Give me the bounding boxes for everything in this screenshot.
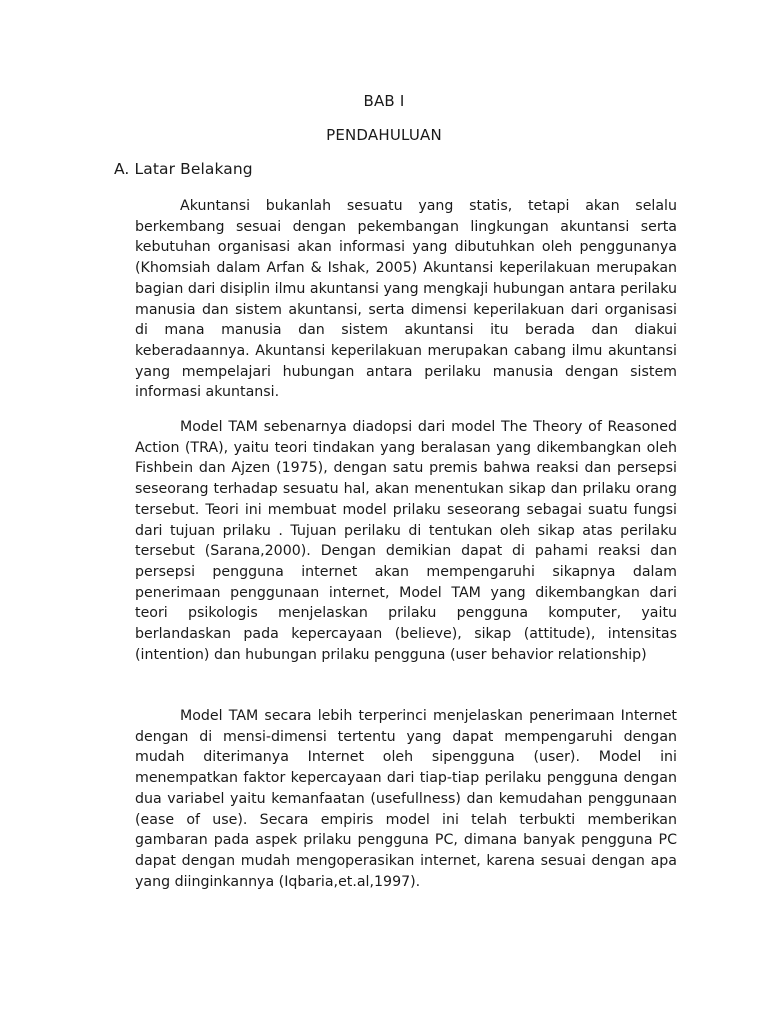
paragraph-model-tam: Model TAM sebenarnya diadopsi dari model The Theory of Reasoned Action (TRA), yaitu teori tindakan yang beralasan yang dikembangkan oleh Fishbein dan Ajzen (1975), dengan satu premis bahwa reaksi dan persepsi seseorang terhadap sesuatu hal, akan menentukan sikap dan prilaku orang tersebut. Teori ini membuat model prilaku seseorang sebagai suatu fungsi dari tujuan prilaku . Tujuan perilaku di tentukan oleh sikap atas perilaku tersebut (Sarana,2000). Dengan demikian dapat di pahami reaksi dan persepsi pengguna internet akan mempengaruhi sikapnya dalam penerimaan penggunaan internet, Model TAM yang dikembangkan dari teori psikologis menjelaskan prilaku pengguna komputer, yaitu berlandaskan pada kepercayaan (believe), sikap (attitude), intensitas (intention) dan hubungan prilaku pengguna (user behavior relationship) [135, 419, 677, 663]
paragraph-model-tam-detail: Model TAM secara lebih terperinci menjelaskan penerimaan Internet dengan di mensi-dimensi tertentu yang dapat mempengaruhi dengan mudah diterimanya Internet oleh sipengguna (user). Model ini menempatkan faktor kepercayaan dari tiap-tiap perilaku pengguna dengan dua variabel yaitu kemanfaatan (usefullness) dan kemudahan penggunaan (ease of use). Secara empiris model ini telah terbukti memberikan gambaran pada aspek prilaku pengguna PC, dimana banyak pengguna PC dapat dengan mudah mengoperasikan internet, karena sesuai dengan apa yang diinginkannya (Iqbaria,et.al,1997). [135, 708, 677, 890]
chapter-number: BAB I [363, 92, 405, 110]
chapter-title: PENDAHULUAN [326, 126, 442, 144]
section-heading: A. Latar Belakang [114, 160, 253, 178]
paragraph-akuntansi: Akuntansi bukanlah sesuatu yang statis, tetapi akan selalu berkembang sesuai dengan pekembangan lingkungan akuntansi serta kebutuhan organisasi akan informasi yang dibutuhkan oleh penggunanya (Khomsiah dalam Arfan & Ishak, 2005) Akuntansi keperilakuan merupakan bagian dari disiplin ilmu akuntansi yang mengkaji hubungan antara perilaku manusia dan sistem akuntansi, serta dimensi keperilakuan dari organisasi di mana manusia dan sistem akuntansi itu berada dan diakui keberadaannya. Akuntansi keperilakuan merupakan cabang ilmu akuntansi yang mempelajari hubungan antara perilaku manusia dengan sistem informasi akuntansi. [135, 198, 677, 401]
